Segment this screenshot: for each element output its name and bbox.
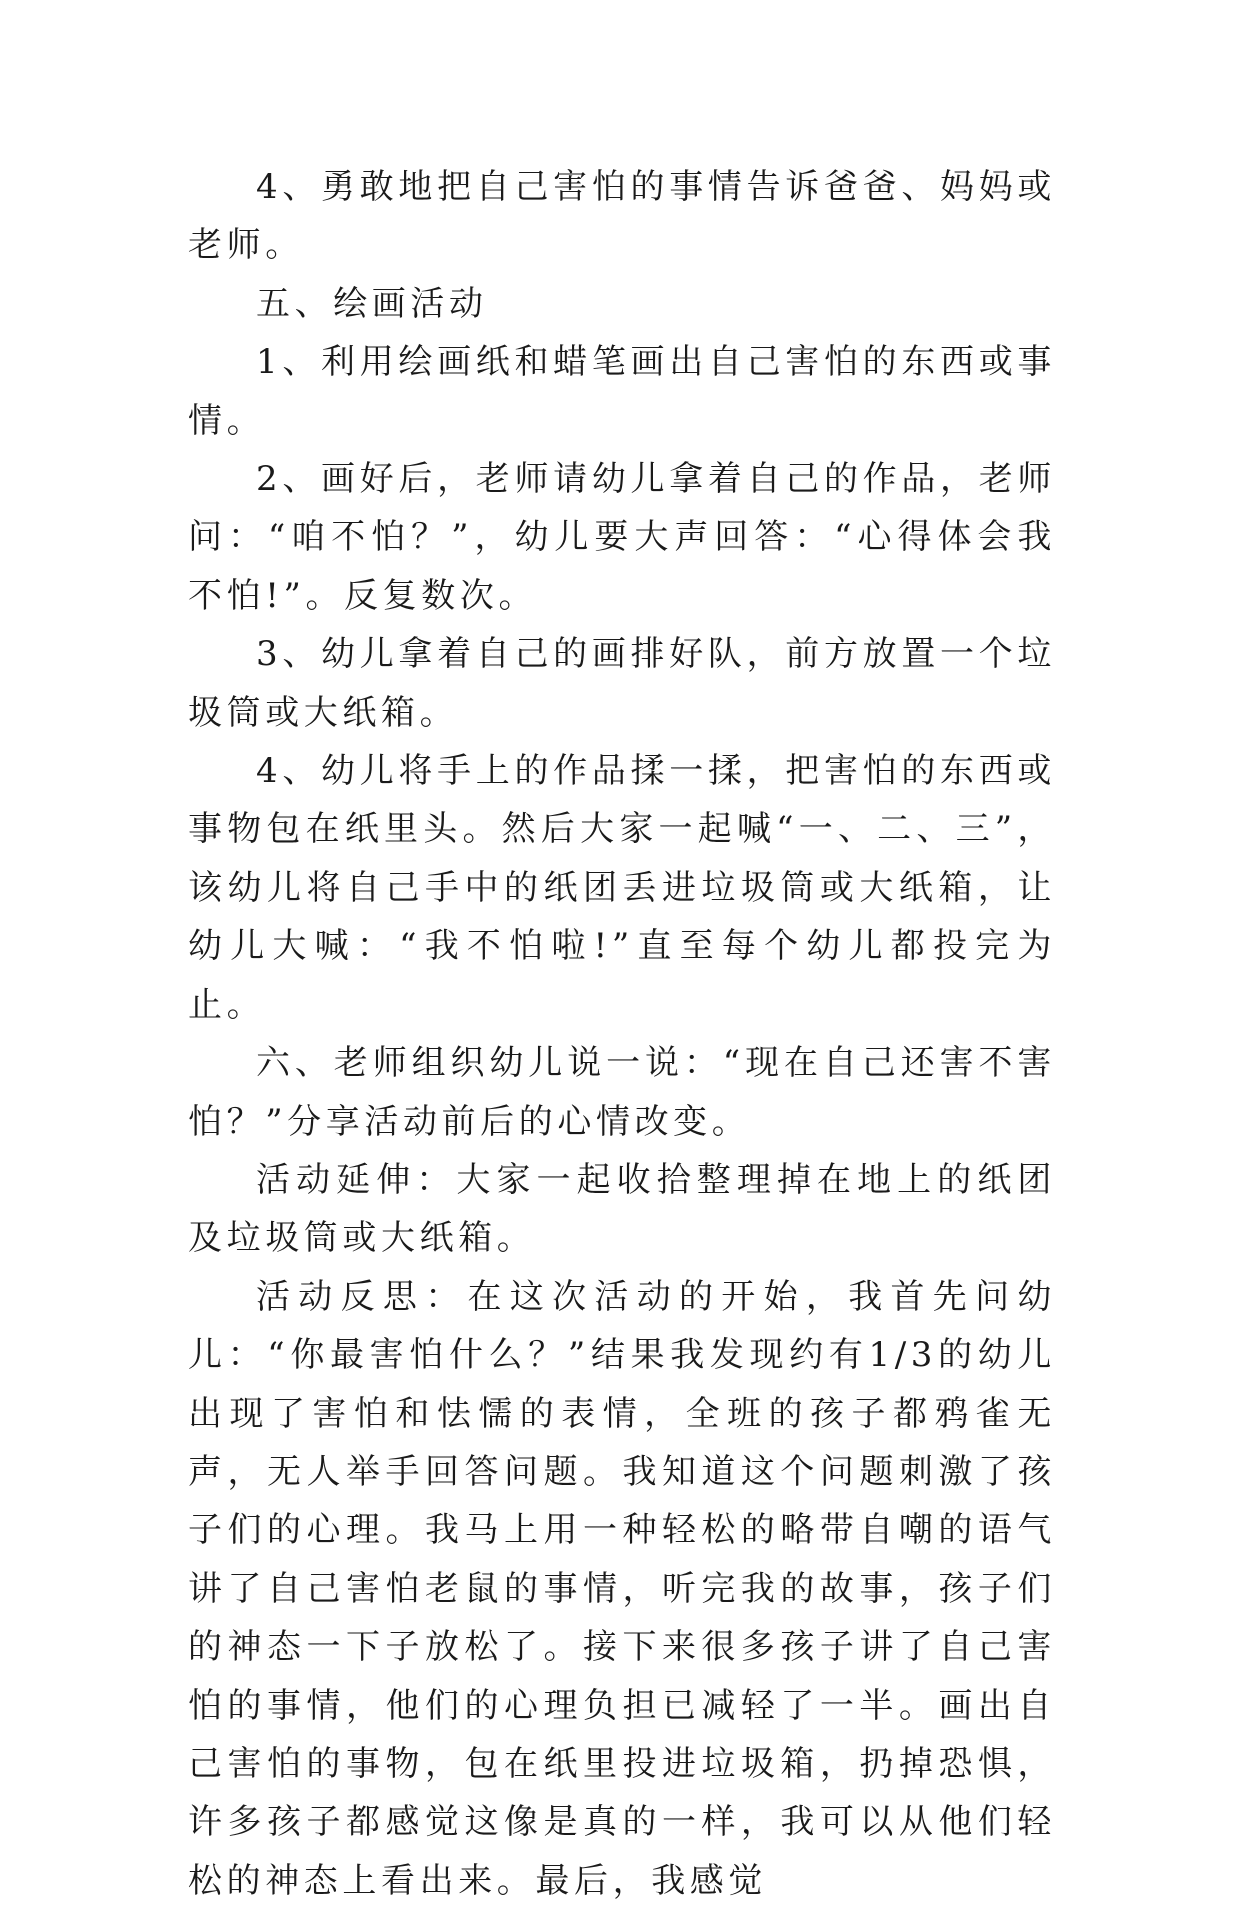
section-heading-drawing-activity: 五、绘画活动 (256, 283, 488, 324)
paragraph-activity-extension: 活动延伸：大家一起收拾整理掉在地上的纸团及垃圾筒或大纸箱。 (188, 1159, 1056, 1259)
paragraph-activity-reflection: 活动反思：在这次活动的开始，我首先问幼儿：“你最害怕什么？”结果我发现约有1/3的幼儿出现了害怕和怯懦的表情，全班的孩子都鸦雀无声，无人举手回答问题。我知道这个问题刺激了孩子们的心理。我马上用一种轻松的略带自嘲的语气讲了自己害怕老鼠的事情，听完我的故事，孩子们的神态一下子放松了。接下来很多孩子讲了自己害怕的事情，他们的心理负担已减轻了一半。画出自己害怕的事物，包在纸里投进垃圾箱，扔掉恐惧，许多孩子都感觉这像是真的一样，我可以从他们轻松的神态上看出来。最后，我感觉 (188, 1276, 1056, 1901)
paragraph-step-3-line-up: 3、幼儿拿着自己的画排好队，前方放置一个垃圾筒或大纸箱。 (188, 634, 1056, 733)
paragraph-step-4-crumple: 4、幼儿将手上的作品揉一揉，把害怕的东西或事物包在纸里头。然后大家一起喊“一、二、三”，该幼儿将自己手中的纸团丢进垃圾筒或大纸箱，让幼儿大喊：“我不怕啦!”直至每个幼儿都投完为止。 (188, 751, 1056, 1025)
paragraph-step-4-tell-parents: 4、勇敢地把自己害怕的事情告诉爸爸、妈妈或老师。 (188, 167, 1056, 266)
paragraph-section-6-share: 六、老师组织幼儿说一说：“现在自己还害不害怕？”分享活动前后的心情改变。 (188, 1043, 1056, 1142)
document-body (188, 158, 1056, 1910)
paragraph-step-1-draw: 1、利用绘画纸和蜡笔画出自己害怕的东西或事情。 (188, 342, 1056, 441)
paragraph-step-2-ask: 2、画好后，老师请幼儿拿着自己的作品，老师问：“咱不怕？”，幼儿要大声回答：“心得体会我不怕!”。反复数次。 (188, 459, 1056, 616)
